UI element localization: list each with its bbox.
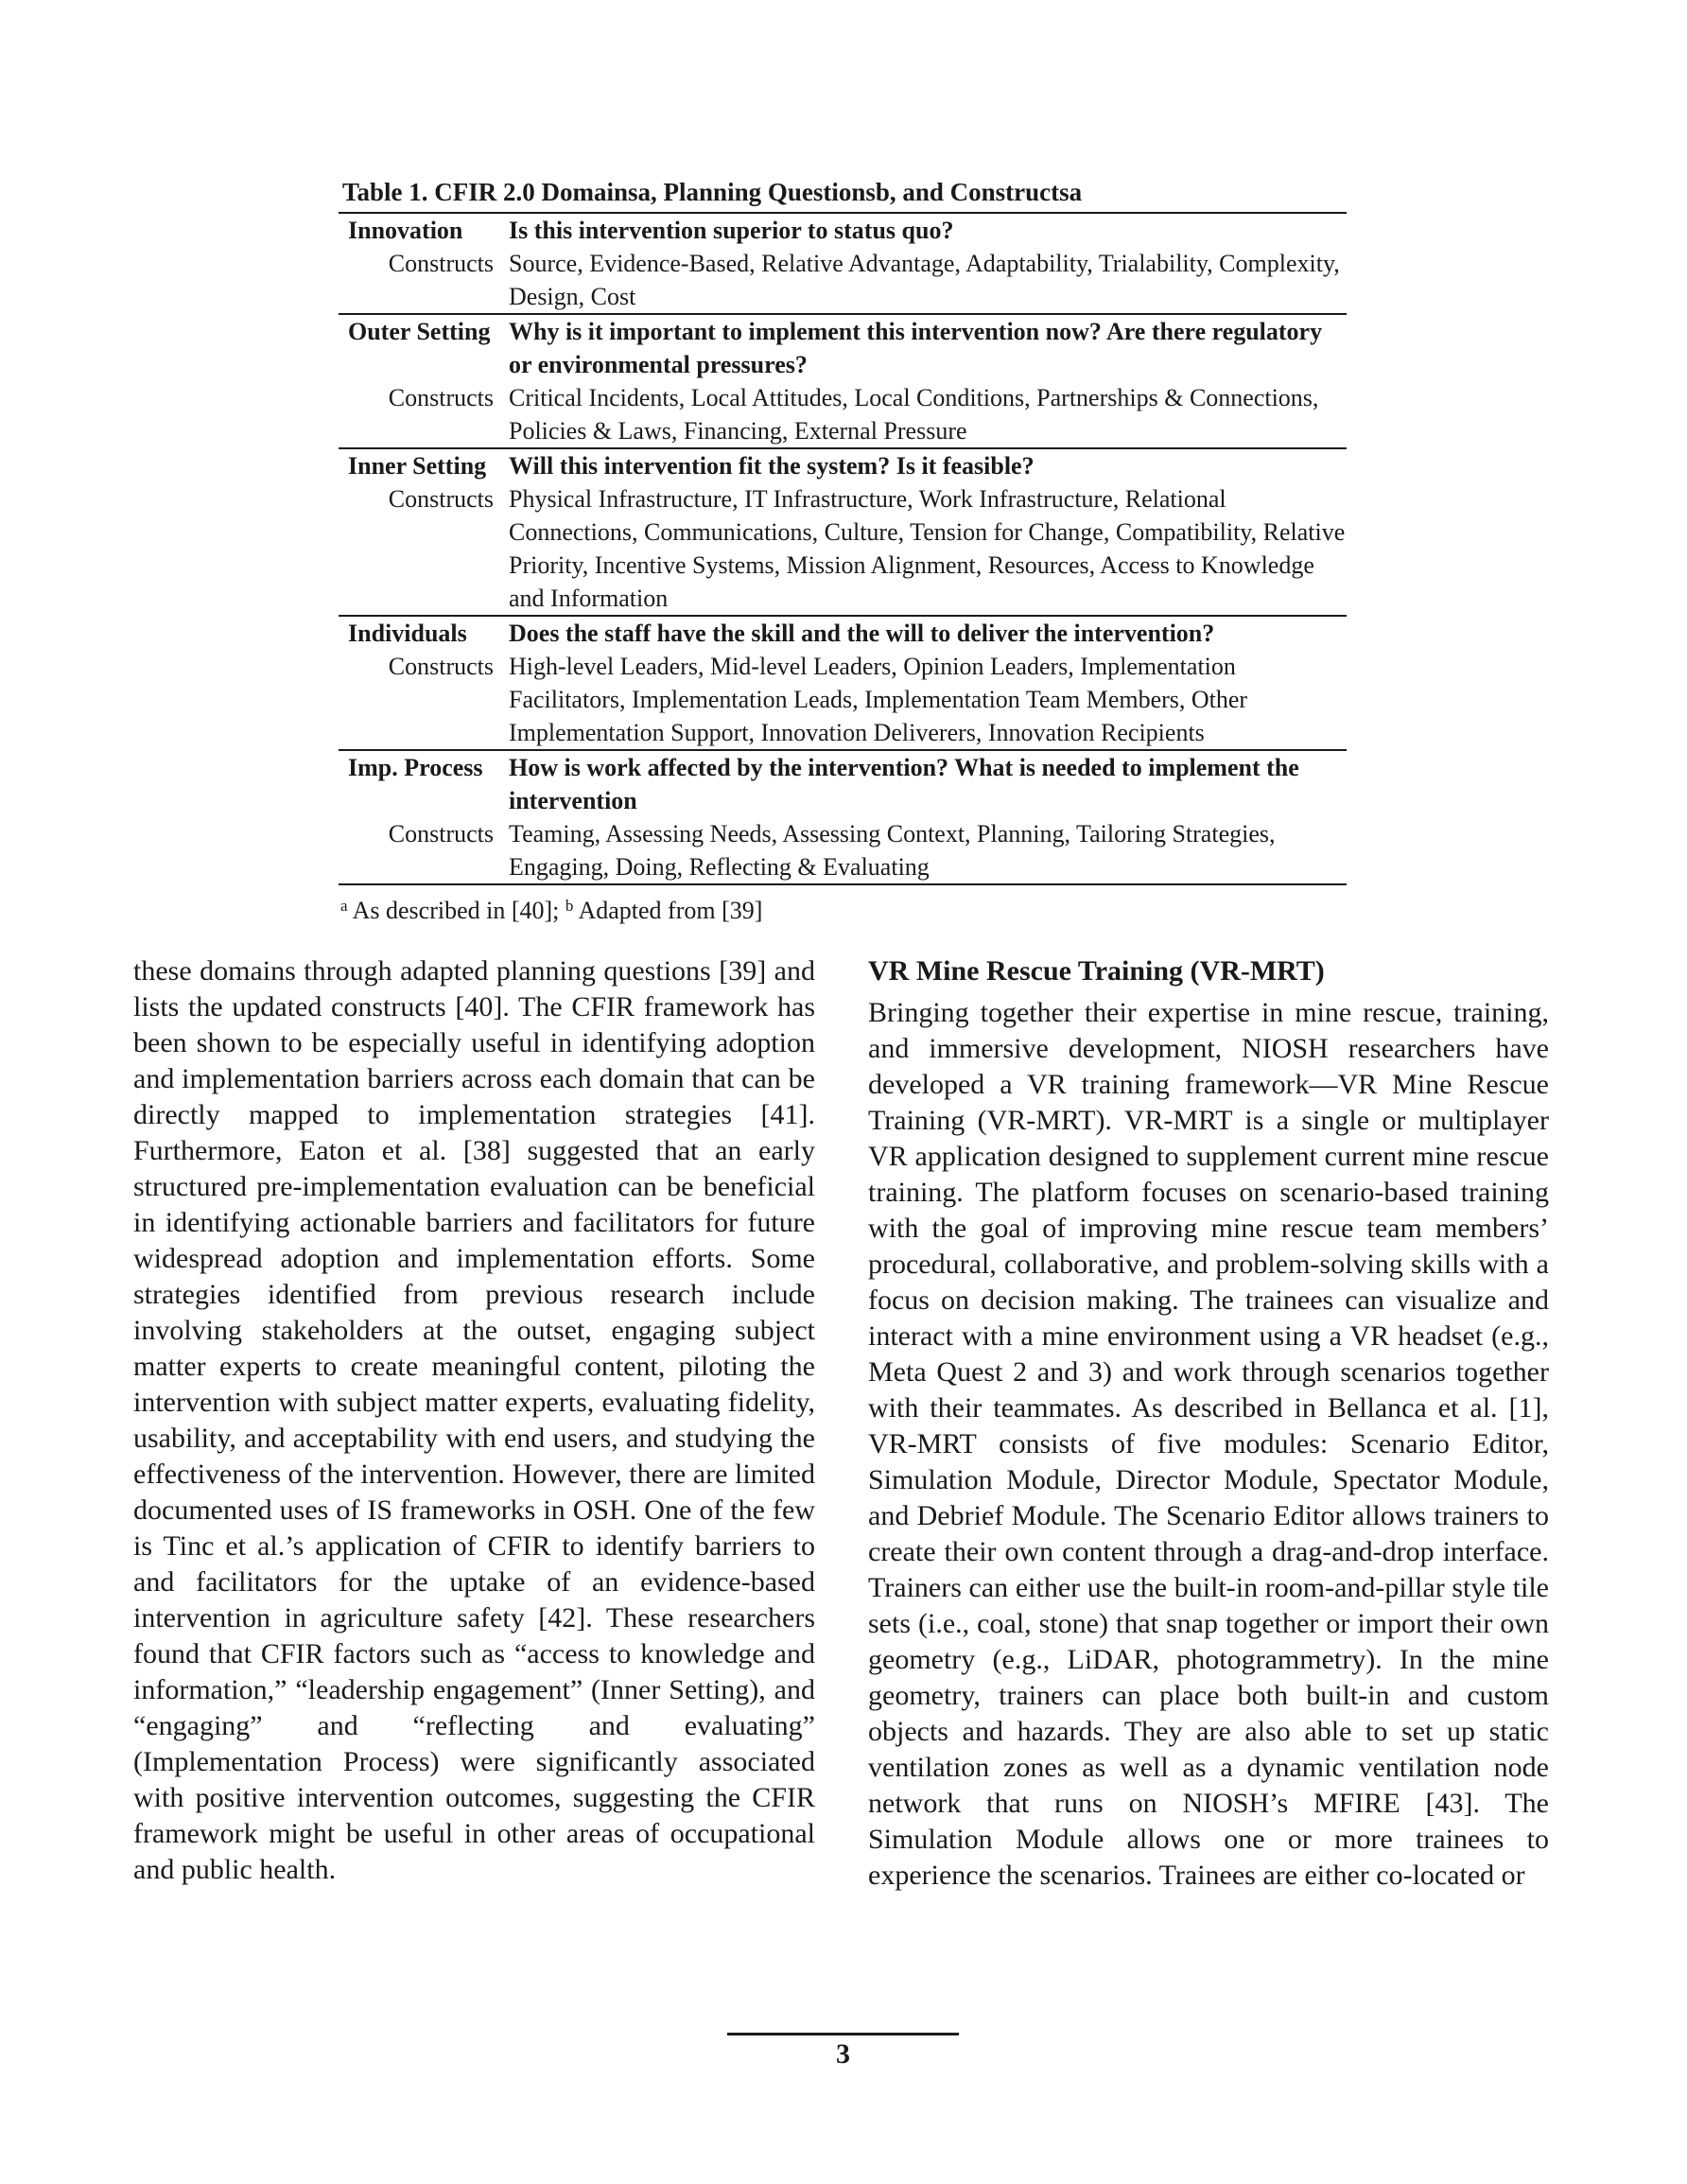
table-domain-row <box>339 315 1347 381</box>
table-domain-row <box>339 617 1347 650</box>
section-heading: VR Mine Rescue Training (VR-MRT) <box>868 955 1325 987</box>
constructs-label: Constructs <box>388 384 494 411</box>
table-constructs-row <box>339 482 1347 615</box>
planning-question: Does the staff have the skill and the will to deliver the intervention? <box>509 620 1215 647</box>
constructs-label: Constructs <box>388 485 494 513</box>
table-domain-row <box>339 449 1347 482</box>
right-column <box>868 953 1549 1894</box>
planning-question: Will this intervention fit the system? Is it feasible? <box>509 452 1035 480</box>
table-domain-row <box>339 214 1347 247</box>
left-column <box>133 953 815 1888</box>
constructs-list: Source, Evidence-Based, Relative Advantage, Adaptability, Trialability, Complexity, Design, Cost <box>509 250 1340 310</box>
footnote-text-b: Adapted from [39] <box>573 897 763 924</box>
table-constructs-row <box>339 817 1347 883</box>
domain-name: Outer Setting <box>348 318 491 345</box>
constructs-label: Constructs <box>388 820 494 847</box>
table-constructs-row <box>339 650 1347 749</box>
domain-name: Imp. Process <box>348 754 483 781</box>
domain-name: Innovation <box>348 217 463 244</box>
footnote-mark-a: a <box>340 897 348 915</box>
constructs-list: High-level Leaders, Mid-level Leaders, Opinion Leaders, Implementation Facilitators, Implementation Leads, Implementation Team Members, Other Implementation Support, Innovation Deliverers, Innovation Recipients <box>509 653 1248 746</box>
footnote-mark-b: b <box>565 897 574 915</box>
planning-question: Why is it important to implement this intervention now? Are there regulatory or environmental pressures? <box>509 318 1323 378</box>
constructs-list: Critical Incidents, Local Attitudes, Local Conditions, Partnerships & Connections, Policies & Laws, Financing, External Pressure <box>509 384 1319 445</box>
table-body <box>339 212 1347 883</box>
domain-name: Individuals <box>348 620 467 647</box>
cfir-table <box>339 176 1347 927</box>
page-number: 3 <box>836 2038 850 2070</box>
page-number-rule <box>727 2033 959 2035</box>
planning-question: Is this intervention superior to status quo? <box>509 217 954 244</box>
footnote-text-a: As described in [40]; <box>347 897 565 924</box>
constructs-label: Constructs <box>388 250 494 277</box>
constructs-label: Constructs <box>388 653 494 680</box>
constructs-list: Teaming, Assessing Needs, Assessing Context, Planning, Tailoring Strategies, Engaging, Doing, Reflecting & Evaluating <box>509 820 1276 881</box>
table-constructs-row <box>339 247 1347 313</box>
table-constructs-row <box>339 381 1347 447</box>
constructs-list: Physical Infrastructure, IT Infrastructure, Work Infrastructure, Relational Connections, Communications, Culture, Tension for Change, Compatibility, Relative Priority, Incentive Systems, Mission Alignment, Resources, Access to Knowledge and Information <box>509 485 1346 612</box>
right-column-paragraph: Bringing together their expertise in mine rescue, training, and immersive development, NIOSH researchers have developed a VR training framework—VR Mine Rescue Training (VR-MRT). VR-MRT is a single or multiplayer VR application designed to supplement current mine rescue training. The platform focuses on scenario-based training with the goal of improving mine rescue team members’ procedural, collaborative, and problem-solving skills with a focus on decision making. The trainees can visualize and interact with a mine environment using a VR headset (e.g., Meta Quest 2 and 3) and work through scenarios together with their teammates. As described in Bellanca et al. [1], VR-MRT consists of five modules: Scenario Editor, Simulation Module, Director Module, Spectator Module, and Debrief Module. The Scenario Editor allows trainers to create their own content through a drag-and-drop interface. Trainers can either use the built-in room-and-pillar style tile sets (i.e., coal, stone) that snap together or import their own geometry (e.g., LiDAR, photogrammetry). In the mine geometry, trainers can place both built-in and custom objects and hazards. They are also able to set up static ventilation zones as well as a dynamic ventilation node network that runs on NIOSH’s MFIRE [43]. The Simulation Module allows one or more trainees to experience the scenarios. Trainees are either co-located or <box>868 997 1549 1891</box>
table-bottom-rule <box>339 883 1347 885</box>
left-column-paragraph: these domains through adapted planning questions [39] and lists the updated constructs [40]. The CFIR framework has been shown to be especially useful in identifying adoption and implementation barriers across each domain that can be directly mapped to implementation strategies [41]. Furthermore, Eaton et al. [38] suggested that an early structured pre-implementation evaluation can be beneficial in identifying actionable barriers and facilitators for future widespread adoption and implementation efforts. Some strategies identified from previous research include involving stakeholders at the outset, engaging subject matter experts to create meaningful content, piloting the intervention with subject matter experts, evaluating fidelity, usability, and acceptability with end users, and studying the effectiveness of the intervention. However, there are limited documented uses of IS frameworks in OSH. One of the few is Tinc et al.’s application of CFIR to identify barriers to and facilitators for the uptake of an evidence-based intervention in agriculture safety [42]. These researchers found that CFIR factors such as “access to knowledge and information,” “leadership engagement” (Inner Setting), and “engaging” and “reflecting and evaluating” (Implementation Process) were significantly associated with positive intervention outcomes, suggesting the CFIR framework might be useful in other areas of occupational and public health. <box>133 955 815 1885</box>
table-caption: Table 1. CFIR 2.0 Domainsa, Planning Questionsb, and Constructsa <box>342 178 1083 206</box>
table-footnote <box>339 895 1347 927</box>
table-domain-row <box>339 751 1347 817</box>
domain-name: Inner Setting <box>348 452 487 480</box>
planning-question: How is work affected by the intervention? What is needed to implement the intervention <box>509 754 1299 814</box>
